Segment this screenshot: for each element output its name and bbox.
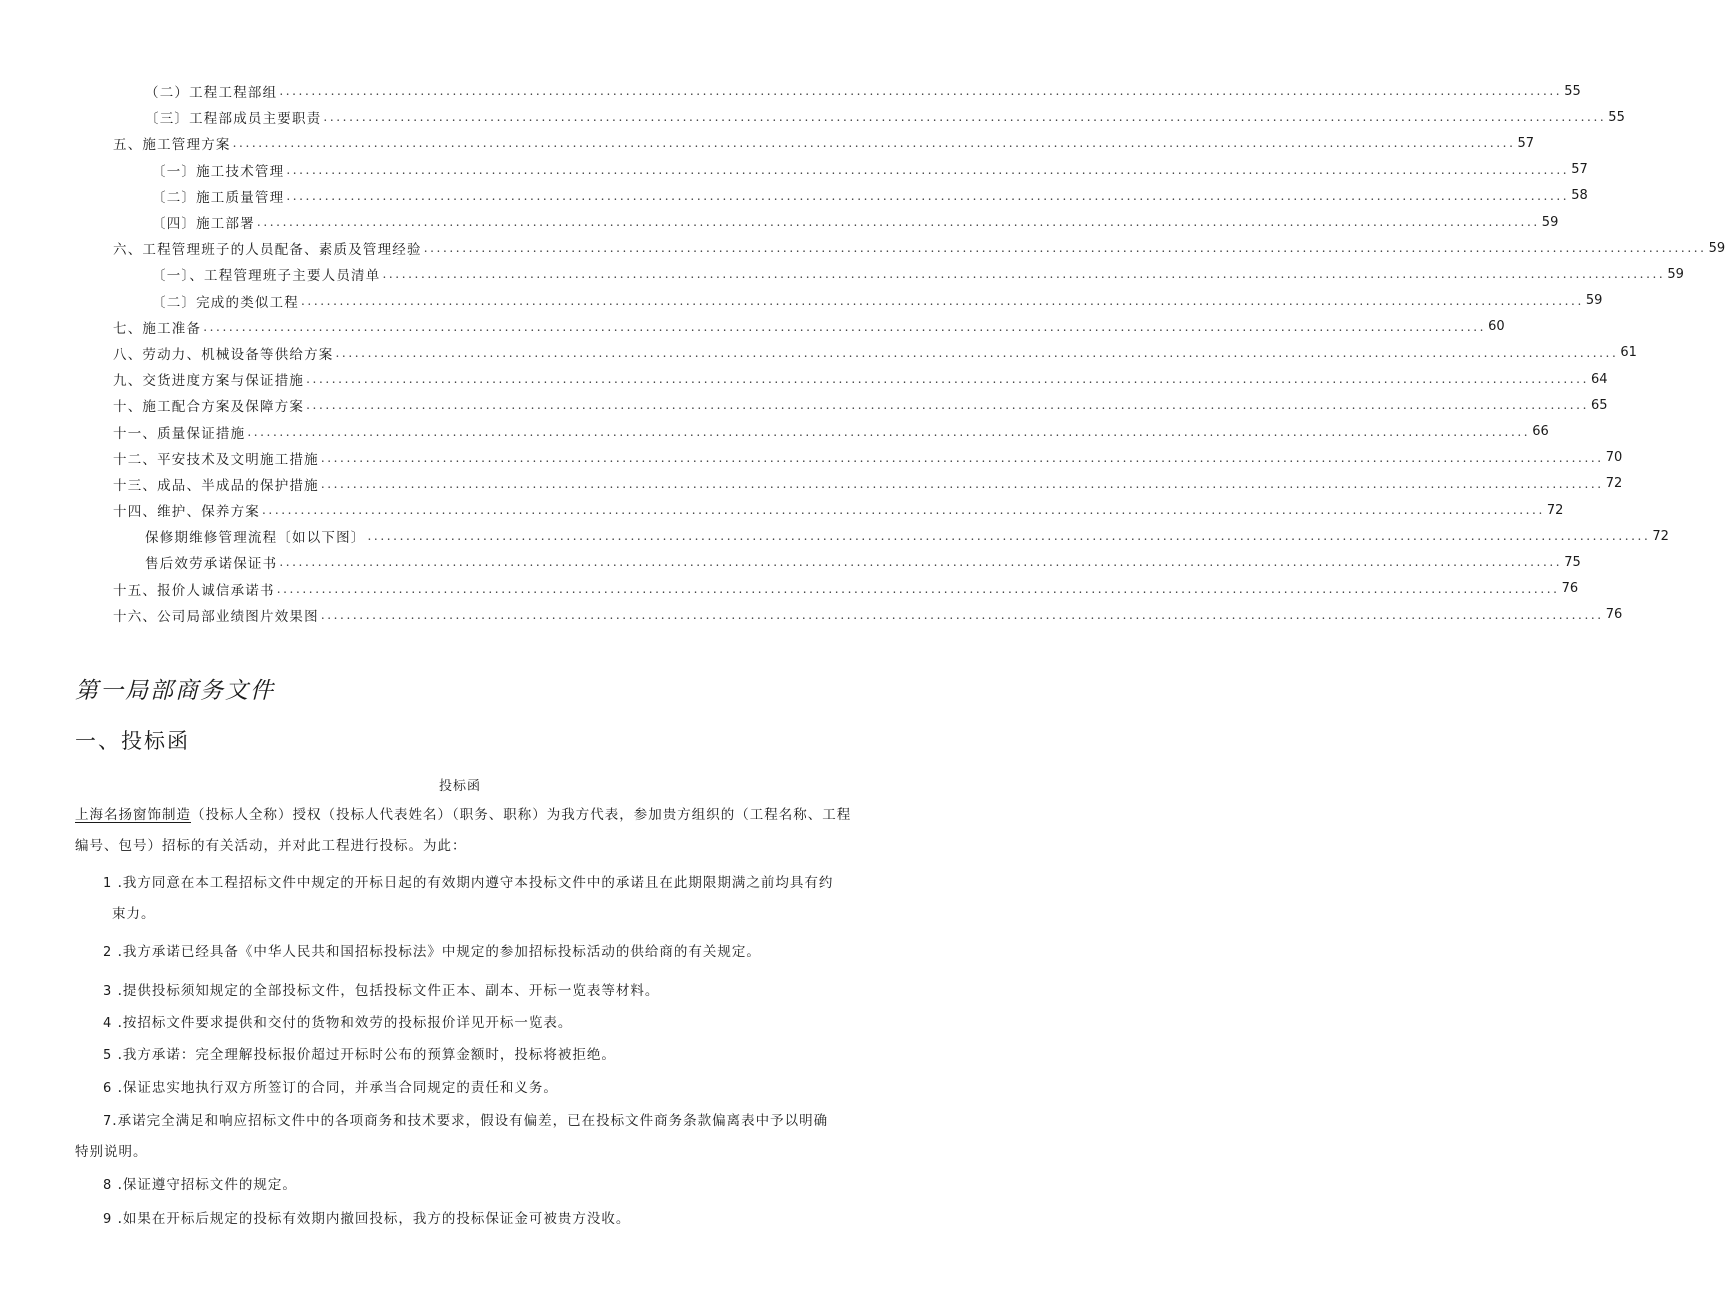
toc-leader-dots: ........................................................................................................................................................................................................: [382, 267, 1666, 282]
toc-leader-dots: ........................................................................................................................................................................................................: [320, 607, 1604, 622]
toc-leader-dots: ........................................................................................................................................................................................................: [306, 372, 1589, 387]
toc-entry[interactable]: [0, 549, 1581, 575]
section-title: 一、投标函: [75, 729, 190, 753]
toc-entry-label: （二）工程工程部组: [145, 85, 278, 102]
list-item-number: 7: [103, 1114, 113, 1129]
toc-entry-page: 72: [1546, 502, 1564, 518]
toc-entry-label: 十五、报价人诚信承诺书: [113, 582, 275, 599]
table-of-contents: [0, 78, 1725, 628]
list-item-text: .我方承诺已经具备《中华人民共和国招标投标法》中规定的参加招标投标活动的供给商的有关规定。: [117, 944, 761, 960]
toc-entry[interactable]: [0, 130, 1535, 156]
toc-entry[interactable]: [0, 576, 1579, 602]
toc-leader-dots: ........................................................................................................................................................................................................: [301, 293, 1584, 308]
toc-entry-page: 61: [1620, 345, 1637, 361]
toc-entry[interactable]: [0, 340, 1637, 366]
toc-entry[interactable]: [0, 471, 1623, 497]
toc-entry[interactable]: [0, 366, 1608, 392]
toc-leader-dots: ........................................................................................................................................................................................................: [335, 345, 1619, 360]
toc-entry-label: 十二、平安技术及文明施工措施: [113, 451, 319, 468]
toc-entry[interactable]: [0, 104, 1625, 130]
toc-entry-page: 57: [1571, 162, 1588, 178]
toc-entry-label: 十一、质量保证措施: [113, 425, 246, 442]
list-item-text: .如果在开标后规定的投标有效期内撤回投标，我方的投标保证金可被贵方没收。: [117, 1211, 631, 1227]
toc-entry-label: 十三、成品、半成品的保护措施: [113, 477, 319, 494]
toc-entry-label: 六、工程管理班子的人员配备、素质及管理经验: [113, 242, 422, 259]
toc-entry-label: 〔一〕施工技术管理: [152, 163, 285, 180]
part-title: 第一局部商务文件: [75, 678, 275, 704]
toc-entry-page: 55: [1564, 83, 1581, 99]
toc-entry-page: 76: [1561, 581, 1579, 597]
toc-entry[interactable]: [0, 602, 1623, 628]
toc-entry-label: 七、施工准备: [113, 320, 202, 337]
toc-leader-dots: ........................................................................................................................................................................................................: [256, 215, 1540, 230]
toc-leader-dots: ........................................................................................................................................................................................................: [306, 398, 1589, 413]
list-item: [75, 1008, 855, 1039]
list-item-number: 3: [103, 984, 113, 999]
list-item-number: 8: [103, 1178, 113, 1193]
toc-entry[interactable]: [0, 445, 1623, 471]
toc-leader-dots: ........................................................................................................................................................................................................: [279, 555, 1563, 570]
toc-entry-label: 〔二〕完成的类似工程: [152, 294, 299, 311]
toc-leader-dots: ........................................................................................................................................................................................................: [203, 319, 1487, 334]
toc-entry-label: 九、交货进度方案与保证措施: [113, 373, 305, 390]
toc-entry-label: 十四、维护、保养方案: [113, 504, 260, 521]
toc-leader-dots: ........................................................................................................................................................................................................: [262, 503, 1545, 518]
toc-leader-dots: ........................................................................................................................................................................................................: [247, 424, 1531, 439]
list-item-text: .保证忠实地执行双方所签订的合同，并承当合同规定的责任和义务。: [117, 1080, 558, 1096]
toc-entry-label: 〔二〕施工质量管理: [152, 189, 285, 206]
toc-entry[interactable]: [0, 183, 1588, 209]
toc-entry-page: 59: [1541, 214, 1559, 230]
intro-paragraph: [75, 800, 855, 862]
toc-entry-page: 72: [1605, 476, 1623, 492]
toc-leader-dots: ........................................................................................................................................................................................................: [320, 476, 1604, 491]
toc-leader-dots: ........................................................................................................................................................................................................: [279, 84, 1563, 99]
list-item-continuation: 束力。: [112, 906, 156, 922]
list-item: [75, 937, 855, 968]
toc-entry[interactable]: [0, 497, 1564, 523]
toc-leader-dots: ........................................................................................................................................................................................................: [232, 136, 1516, 151]
toc-entry-page: 70: [1605, 450, 1623, 466]
list-item-number: 9: [103, 1212, 113, 1227]
list-item: [75, 868, 855, 930]
list-item-number: 5: [103, 1048, 113, 1063]
toc-entry-page: 59: [1585, 293, 1603, 309]
toc-entry-page: 65: [1591, 397, 1608, 413]
toc-entry-label: 保修期维修管理流程〔如以下图〕: [145, 530, 366, 547]
list-item: [75, 1040, 855, 1071]
toc-entry-page: 76: [1605, 607, 1623, 623]
list-item: [75, 1204, 855, 1235]
toc-entry-label: 八、劳动力、机械设备等供给方案: [113, 346, 334, 363]
toc-entry-page: 59: [1667, 266, 1684, 282]
toc-entry[interactable]: [0, 288, 1603, 314]
toc-entry-label: 十六、公司局部业绩图片效果图: [113, 608, 319, 625]
list-item-continuation: 特别说明。: [75, 1144, 148, 1160]
list-item-text: .承诺完全满足和响应招标文件中的各项商务和技术要求，假设有偏差，已在投标文件商务条款偏离表中予以明确: [112, 1113, 829, 1129]
toc-entry-label: 〔四〕施工部署: [152, 216, 255, 233]
toc-entry-page: 59: [1708, 240, 1725, 256]
toc-entry-label: 售后效劳承诺保证书: [145, 556, 278, 573]
toc-leader-dots: ........................................................................................................................................................................................................: [320, 450, 1604, 465]
toc-leader-dots: ........................................................................................................................................................................................................: [367, 529, 1651, 544]
toc-entry[interactable]: [0, 235, 1725, 261]
toc-entry-page: 75: [1564, 554, 1581, 570]
toc-leader-dots: ........................................................................................................................................................................................................: [286, 188, 1570, 203]
toc-entry-label: 十、施工配合方案及保障方案: [113, 399, 305, 416]
toc-entry-page: 60: [1488, 319, 1505, 335]
toc-entry[interactable]: [0, 523, 1669, 549]
list-item-text: .按招标文件要求提供和交付的货物和效劳的投标报价详见开标一览表。: [117, 1015, 573, 1031]
list-item-number: 6: [103, 1081, 113, 1096]
toc-entry[interactable]: [0, 209, 1559, 235]
list-item-number: 4: [103, 1016, 113, 1031]
list-item: [75, 1106, 855, 1168]
toc-entry-page: 66: [1532, 424, 1549, 440]
list-item: [75, 1073, 855, 1104]
list-item-number: 2: [103, 945, 113, 960]
toc-entry[interactable]: [0, 314, 1505, 340]
letter-title: 投标函: [438, 779, 481, 794]
list-item-text: .提供投标须知规定的全部投标文件，包括投标文件正本、副本、开标一览表等材料。: [117, 983, 660, 999]
toc-leader-dots: ........................................................................................................................................................................................................: [323, 110, 1607, 125]
toc-entry-page: 72: [1652, 528, 1669, 544]
toc-leader-dots: ........................................................................................................................................................................................................: [276, 581, 1560, 596]
toc-entry-page: 64: [1591, 371, 1608, 387]
intro-text: （投标人全称）授权（投标人代表姓名）（职务、职称）为我方代表，参加贵方组织的（工程名称、工程编号、包号）招标的有关活动，并对此工程进行投标。为此：: [75, 807, 852, 854]
toc-leader-dots: ........................................................................................................................................................................................................: [286, 162, 1570, 177]
toc-entry-page: 57: [1517, 135, 1535, 151]
list-item: [75, 976, 855, 1007]
list-item-text: .我方同意在本工程招标文件中规定的开标日起的有效期内遵守本投标文件中的承诺且在此期限期满之前均具有约: [117, 875, 834, 891]
toc-entry-page: 58: [1571, 188, 1588, 204]
bidder-name: 上海名扬窗饰制造: [75, 807, 191, 823]
toc-entry[interactable]: [0, 78, 1581, 104]
toc-entry[interactable]: [0, 418, 1549, 444]
list-item: [75, 1170, 855, 1201]
toc-entry-page: 55: [1608, 109, 1625, 125]
list-item-number: 1: [103, 876, 113, 891]
toc-leader-dots: ........................................................................................................................................................................................................: [423, 241, 1707, 256]
list-item-text: .保证遵守招标文件的规定。: [117, 1177, 297, 1193]
toc-entry[interactable]: [0, 392, 1608, 418]
toc-entry[interactable]: [0, 261, 1684, 287]
toc-entry-label: 〔一〕、工程管理班子主要人员清单: [152, 268, 381, 285]
toc-entry-label: 五、施工管理方案: [113, 137, 231, 154]
toc-entry[interactable]: [0, 157, 1588, 183]
list-item-text: .我方承诺：完全理解投标报价超过开标时公布的预算金额时，投标将被拒绝。: [117, 1047, 616, 1063]
toc-entry-label: 〔三〕工程部成员主要职责: [145, 111, 322, 128]
